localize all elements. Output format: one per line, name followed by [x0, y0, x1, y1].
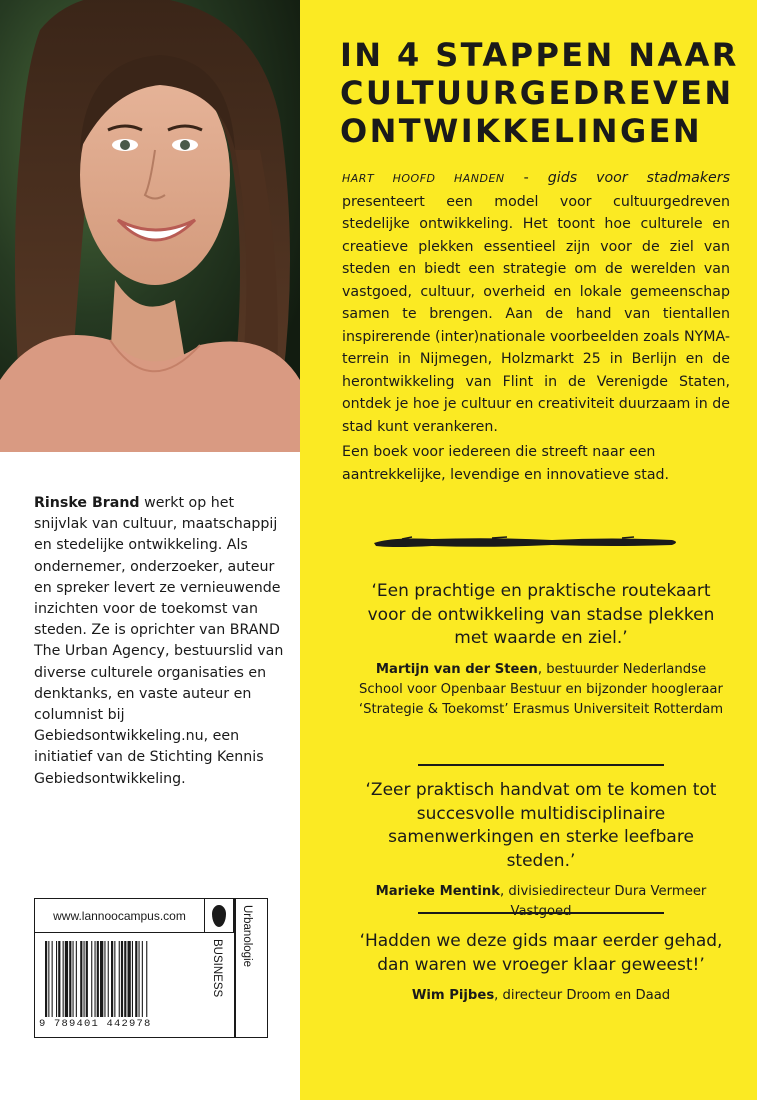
headline: IN 4 STAPPEN NAAR CULTUURGEDREVEN ONTWIKKELINGEN — [340, 36, 739, 150]
quote-text: ‘Hadden we deze gids maar eerder gehad, dan waren we vroeger klaar geweest!’ — [359, 931, 723, 975]
quote-author-role: , divisiedirecteur Dura Vermeer — [500, 884, 707, 899]
quote-author: Wim Pijbes — [411, 988, 495, 1003]
barcode-bar — [69, 941, 71, 1017]
intro-paragraph — [342, 167, 730, 438]
intro-body: presenteert een model voor cultuurgedreven stedelijke ontwikkeling. Het toont hoe culturele en creatieve plekken essentieel zijn voor de ziel van steden en biedt een strategie om de werelden van vastgoed, cultuur, overheid en lokale gemeenschap samen te brengen. Aan de hand van tientallen inspirerende (inter)nationale voorbeelden zoals NYMA-terrein in Nijmegen, Holzmarkt 25 in Berlijn en de herontwikkeling van Flint in de Verenigde Staten, ontdek je hoe je cultuur en creativiteit duurzaam in de stad kunt verankeren. — [342, 193, 730, 435]
barcode-bar — [142, 941, 143, 1017]
barcode-bar — [56, 941, 57, 1017]
quote-divider — [418, 912, 664, 914]
quote-author-role: , directeur Droom en Daad — [494, 988, 671, 1003]
barcode-bar — [65, 941, 68, 1017]
barcode-bar — [86, 941, 88, 1017]
brush-stroke-divider — [372, 534, 682, 550]
barcode-bar — [91, 941, 92, 1017]
closing-paragraph: Een boek voor iedereen die streeft naar een aantrekkelijke, levendige en innovatieve stad. — [342, 444, 670, 483]
publisher-logo-icon — [205, 899, 234, 933]
author-photo — [0, 0, 300, 452]
left-column — [0, 0, 300, 1100]
barcode-bar — [132, 941, 133, 1017]
quote-author-role: , bestuurder Nederlandse School voor Openbaar Bestuur en bijzonder hoogleraar ‘Strategie & Toekomst’ Erasmus Universiteit Rotterdam — [358, 661, 724, 717]
isbn-number: 9 789401 442978 — [39, 1018, 152, 1030]
barcode-bar — [128, 941, 131, 1017]
author-bio-text: werkt op het snijvlak van cultuur, maatschappij en stedelijke ontwikkeling. Als ondernemer, onderzoeker, auteur en spreker levert ze vernieuwende inzichten voor de toekomst van steden. Ze is oprichter van BRAND The Urban Agency, bestuurslid van diverse culturele organisaties en denktanks, en vaste auteur en columnist bij Gebiedsontwikkeling.nu, een initiatief van de Stichting Kennis Gebiedsontwikkeling. — [34, 495, 284, 787]
barcode-bar — [45, 941, 47, 1017]
barcode-bar — [124, 941, 126, 1017]
author-name: Rinske Brand — [34, 495, 140, 511]
isbn-box-divider — [234, 899, 236, 1037]
series-dash: - — [504, 170, 548, 186]
quote-divider — [418, 764, 664, 766]
review-quote — [354, 930, 728, 1006]
barcode-bar — [114, 941, 115, 1017]
barcode-bar — [95, 941, 96, 1017]
barcode-bar — [135, 941, 137, 1017]
barcode-bar — [48, 941, 49, 1017]
barcode-bar — [73, 941, 74, 1017]
isbn-barcode-box — [34, 898, 268, 1038]
barcode-bar — [52, 941, 53, 1017]
publisher-url[interactable]: www.lannoocampus.com — [35, 899, 205, 933]
barcode-bar — [58, 941, 60, 1017]
barcode-bar — [76, 941, 77, 1017]
author-portrait-image — [0, 0, 300, 452]
barcode-bar — [111, 941, 113, 1017]
barcode-bar — [146, 941, 147, 1017]
quote-text: ‘Een prachtige en praktische routekaart voor de ontwikkeling van stadse plekken met waarde en ziel.’ — [367, 581, 715, 648]
barcode-bar — [84, 941, 85, 1017]
barcode-bar — [97, 941, 99, 1017]
right-column — [300, 0, 757, 1100]
quote-attribution — [354, 660, 728, 720]
review-quote — [354, 580, 728, 720]
book-subtitle: gids voor stadmakers — [547, 170, 731, 186]
quote-attribution — [354, 986, 728, 1006]
series-title: HART HOOFD HANDEN — [342, 172, 505, 185]
barcode-bar — [63, 941, 64, 1017]
review-quote — [354, 779, 728, 922]
author-bio — [34, 493, 292, 790]
quote-author: Marieke Mentink — [375, 884, 501, 899]
barcode-bar — [108, 941, 109, 1017]
quote-attribution — [354, 882, 728, 922]
subject-label: Urbanologie — [241, 905, 253, 968]
barcode-bar — [119, 941, 120, 1017]
category-label: BUSINESS — [211, 939, 223, 998]
barcode-bar — [139, 941, 140, 1017]
barcode-bar — [80, 941, 82, 1017]
quote-author: Martijn van der Steen — [375, 661, 538, 677]
barcode-bar — [104, 941, 105, 1017]
barcode-bar — [100, 941, 103, 1017]
barcode — [43, 941, 199, 1017]
barcode-bar — [121, 941, 123, 1017]
quote-text: ‘Zeer praktisch handvat om te komen tot succesvolle multidisciplinaire samenwerkingen en sterke leefbare steden.’ — [365, 780, 717, 871]
